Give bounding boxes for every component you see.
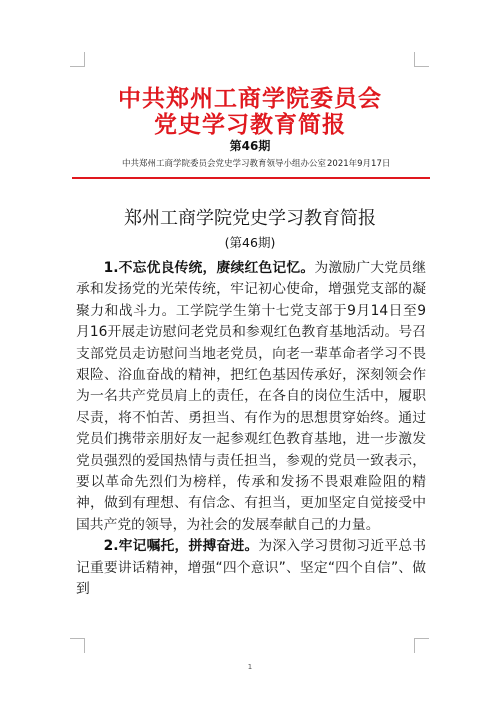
paragraph-2 <box>76 536 426 600</box>
article-issue-number: (第46期) <box>224 235 276 250</box>
masthead-bulletin-name: 党史学习教育简报 <box>154 112 346 138</box>
issuing-office: 中共郑州工商学院委员会党史学习教育领导小组办公室 <box>122 159 327 169</box>
crop-mark-top-left <box>70 52 85 67</box>
masthead-issue-number: 第46期 <box>229 139 271 153</box>
crop-mark-bottom-right <box>414 638 429 653</box>
section-1-heading: 1.不忘优良传统，赓续红色记忆。 <box>103 260 315 276</box>
crop-mark-top-right <box>414 52 429 67</box>
section-2-text: 为深入学习贯彻习近平总书记重要讲话精神，增强“四个意识”、坚定“四个自信”、做到 <box>76 538 426 598</box>
article-body <box>76 258 426 601</box>
red-divider-rule <box>72 177 430 179</box>
article-title: 郑州工商学院党史学习教育简报 <box>124 208 376 229</box>
paragraph-1 <box>76 258 426 536</box>
crop-mark-bottom-left <box>70 638 85 653</box>
page-number: 1 <box>247 663 253 671</box>
masthead-organization: 中共郑州工商学院委员会 <box>118 86 382 112</box>
section-1-text: 为激励广大党员继承和发扬党的光荣传统，牢记初心使命，增强党支部的凝聚力和战斗力。工学院学生第十七党支部于9月14日至9月16开展走访慰问老党员和参观红色教育基地活动。号召支部党员走访慰问当地老党员，向老一辈革命者学习不畏艰险、浴血奋战的精神，把红色基因传承好，深刻领会作为一名共产党员肩上的责任，在各自的岗位生活中，履职尽责，将不怕苦、勇担当、有作为的思想贯穿始终。通过党员们携带亲朋好友一起参观红色教育基地，进一步激发党员强烈的爱国热情与责任担当，参观的党员一致表示，要以革命先烈们为榜样，传承和发扬不畏艰难险阻的精神，做到有理想、有信念、有担当，更加坚定自觉接受中国共产党的领导，为社会的发展奉献自己的力量。 <box>76 260 427 533</box>
section-2-heading: 2.牢记嘱托，拼搏奋进。 <box>103 538 259 555</box>
issue-date: 2021年9月17日 <box>327 159 391 169</box>
